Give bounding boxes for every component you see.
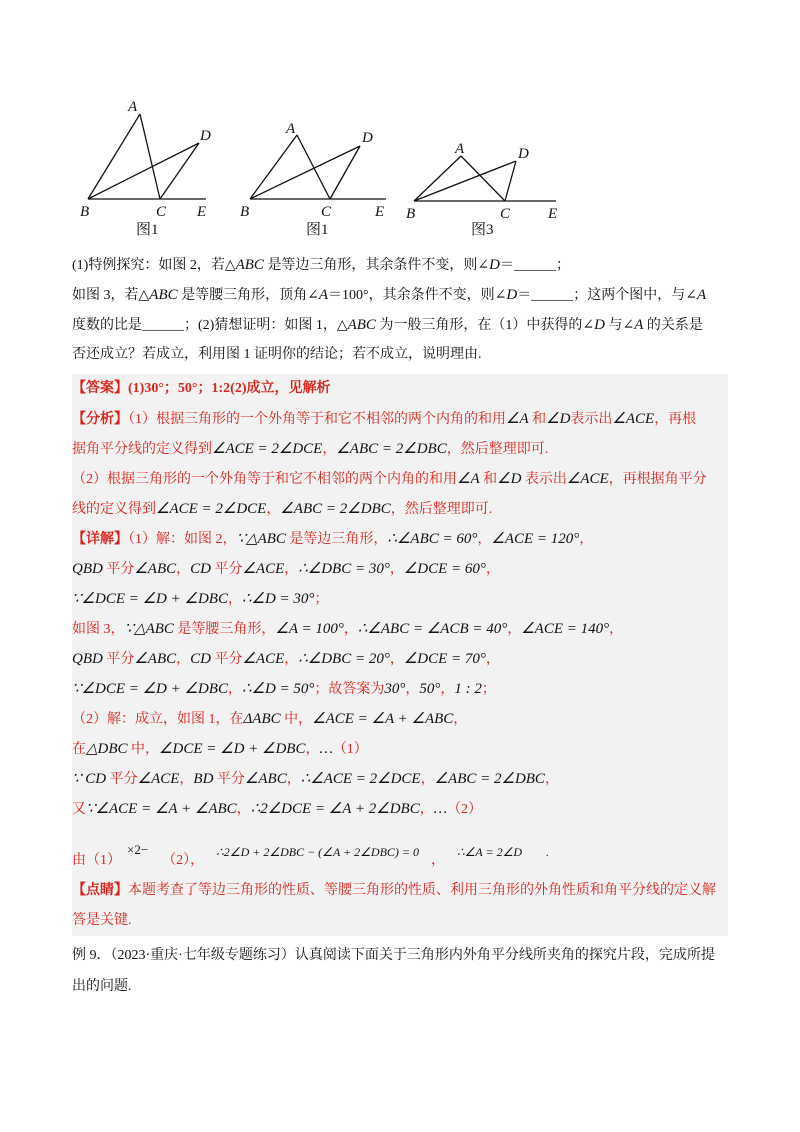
math-expression: ∠ACE xyxy=(612,411,655,427)
solution-text: 和 xyxy=(528,412,547,427)
math-expression: ∴2∠D + 2∠DBC − (∠A + 2∠DBC) = 0 xyxy=(216,845,419,859)
point-label-c: C xyxy=(156,204,167,220)
point-label-e: E xyxy=(197,204,207,220)
point-label-e: E xyxy=(548,206,558,222)
text-line xyxy=(72,764,728,794)
math-expression: … xyxy=(319,741,333,757)
body-text: 是等边三角形，其余条件不变，则∠ xyxy=(263,258,490,273)
solution-text: 平分 xyxy=(102,652,135,667)
point-label-c: C xyxy=(500,206,511,222)
math-expression: ∠D xyxy=(546,411,571,427)
figures-panel xyxy=(0,0,800,245)
math-expression: 1 : 2 xyxy=(454,681,482,697)
body-text: 与∠ xyxy=(605,318,635,333)
math-expression: ∠ABC = 2∠DBC xyxy=(336,441,447,457)
point-label-b: B xyxy=(406,206,416,222)
math-expression: 30° xyxy=(384,681,406,697)
solution-text: 平分 xyxy=(210,562,243,577)
math-expression: ∴∠DBC = 20° xyxy=(298,651,390,667)
solution-text: ，再根 xyxy=(654,412,697,427)
math-expression: ∴∠ABC = 60° xyxy=(387,531,478,547)
math-expression: △DBC xyxy=(86,741,128,757)
solution-text: 平分 xyxy=(106,772,138,787)
segment-ba xyxy=(250,135,297,199)
math-expression: ∠ACE = 140° xyxy=(521,621,610,637)
text-line xyxy=(72,674,728,704)
solution-text: 是等腰三角形， xyxy=(173,622,276,637)
math-expression: ∴∠ACE = 2∠DCE xyxy=(300,771,421,787)
figure-1 xyxy=(80,99,211,238)
segment-ba xyxy=(414,156,461,201)
solution-text: ； xyxy=(314,592,329,607)
math-expression: ∠ABC = 2∠DBC xyxy=(280,501,391,517)
point-label-d: D xyxy=(200,128,211,144)
segment-ac xyxy=(297,135,330,199)
figure-caption: 图3 xyxy=(471,222,494,238)
segment-cd xyxy=(505,161,516,201)
solution-text: ， xyxy=(507,622,522,637)
text-line xyxy=(72,906,728,936)
solution-text: 线的定义得到 xyxy=(72,502,156,517)
body-text: (1)特例探究：如图 2，若△ xyxy=(72,258,236,273)
solution-text: ， xyxy=(227,682,242,697)
text-line xyxy=(72,940,728,971)
math-expression: ∵∠DCE = ∠D + ∠DBC xyxy=(72,591,228,607)
math-expression: ∠ACE = 120° xyxy=(491,531,580,547)
solution-text: 平分 xyxy=(210,652,243,667)
point-label-d: D xyxy=(362,130,373,146)
solution-text: ， xyxy=(453,712,468,727)
math-expression: ABC xyxy=(235,257,264,273)
math-expression: A xyxy=(318,287,329,303)
solution-main xyxy=(72,374,728,824)
math-expression: ABC xyxy=(347,317,376,333)
solution-box xyxy=(72,374,728,936)
solution-text: （2） xyxy=(447,802,483,817)
solution-text: ， xyxy=(609,622,624,637)
text-line xyxy=(72,824,728,876)
solution-text: ， xyxy=(389,652,404,667)
text-line xyxy=(72,434,728,464)
math-expression: ∠DCE = ∠D + ∠DBC xyxy=(159,741,306,757)
segment-cd xyxy=(330,146,360,199)
text-line xyxy=(72,374,728,404)
solution-combination-step xyxy=(72,824,728,876)
solution-text: ， xyxy=(389,562,404,577)
solution-text: ， xyxy=(227,592,242,607)
section-label: 【详解】 xyxy=(72,532,128,547)
solution-text: ，然后整理即可. xyxy=(446,442,549,457)
body-text: ＝______；这两个图中，与∠ xyxy=(517,288,697,303)
body-text: 度数的比是______；(2)猜想证明：如图 1，△ xyxy=(72,318,348,333)
segment-bd xyxy=(414,161,516,201)
solution-text: ， xyxy=(579,532,594,547)
solution-text: ， xyxy=(305,742,320,757)
text-line xyxy=(72,554,728,584)
math-expression: ∠A xyxy=(457,471,480,487)
problem-statement xyxy=(72,250,728,370)
section-label: 【点睛】 xyxy=(72,883,128,898)
math-expression: ∠ACE xyxy=(242,651,285,667)
segment-cd xyxy=(160,143,199,199)
math-expression: ∠A xyxy=(506,411,529,427)
solution-text: （1） xyxy=(332,742,368,757)
math-expression: ABC xyxy=(149,287,178,303)
solution-text: （1）根据三角形的一个外角等于和它不相邻的两个内角的和用 xyxy=(128,412,506,427)
math-expression: ∴∠D = 30° xyxy=(241,591,315,607)
body-text: 的关系是 xyxy=(643,318,703,333)
solution-text: ， xyxy=(440,682,455,697)
figure-caption: 图1 xyxy=(136,222,159,238)
math-expression: ∴2∠DCE = ∠A + 2∠DBC xyxy=(250,801,420,817)
solution-text: ， xyxy=(284,562,299,577)
math-expression: A xyxy=(696,287,707,303)
math-expression: ∠ABC xyxy=(134,561,177,577)
math-expression: ∴∠DBC = 30° xyxy=(298,561,390,577)
solution-text: （2）， xyxy=(162,853,205,868)
solution-text: ， xyxy=(322,442,337,457)
solution-text: ，然后整理即可. xyxy=(390,502,493,517)
solution-text: 和 xyxy=(479,472,498,487)
segment-ac xyxy=(140,114,160,199)
math-expression: ∵ CD xyxy=(72,771,107,787)
solution-text: ， xyxy=(284,652,299,667)
solution-text: ， xyxy=(286,772,301,787)
solution-text: ， xyxy=(544,772,559,787)
math-expression: ∠ABC xyxy=(134,651,177,667)
segment-bd xyxy=(250,146,360,199)
text-line xyxy=(72,524,728,554)
text-line xyxy=(72,614,728,644)
solution-text: ， xyxy=(420,772,435,787)
figure-3 xyxy=(406,141,557,238)
text-line xyxy=(72,250,728,280)
math-expression: ∠ACE = 2∠DCE xyxy=(212,441,323,457)
section-label: 【分析】 xyxy=(72,412,128,427)
math-expression: ∵△ABC xyxy=(124,621,174,637)
math-expression: ∠ACE = ∠A + ∠ABC xyxy=(312,711,454,727)
point-label-e: E xyxy=(375,204,385,220)
text-line xyxy=(72,280,728,310)
solution-text: ， xyxy=(485,652,500,667)
math-expression: . xyxy=(546,845,550,859)
math-expression: ∠ACE xyxy=(242,561,285,577)
solution-text: 中， xyxy=(280,712,313,727)
math-expression: ∠ABC = 2∠DBC xyxy=(434,771,545,787)
math-expression: ∴∠ABC = ∠ACB = 40° xyxy=(357,621,508,637)
math-expression: ∵∠ACE = ∠A + ∠ABC xyxy=(86,801,237,817)
body-text: 否还成立？若成立，利用图 1 证明你的结论；若不成立，说明理由. xyxy=(72,347,482,362)
text-line xyxy=(72,494,728,524)
math-superscript: ×2− xyxy=(127,842,149,857)
solution-text: 表示出 xyxy=(521,472,567,487)
text-line xyxy=(72,340,728,370)
solution-text: ，再根据角平分 xyxy=(608,472,707,487)
math-expression: ∠DCE = 70° xyxy=(403,651,486,667)
solution-text: ；故答案为 xyxy=(314,682,385,697)
math-expression: ∠ACE = 2∠DCE xyxy=(156,501,267,517)
solution-text: ， xyxy=(419,802,434,817)
point-label-b: B xyxy=(80,204,90,220)
solution-text: 又 xyxy=(72,802,86,817)
solution-text: ， xyxy=(477,532,492,547)
solution-text: 在 xyxy=(72,742,86,757)
math-expression: D xyxy=(506,287,518,303)
math-expression: … xyxy=(433,801,448,817)
body-text: 出的问题. xyxy=(72,979,132,994)
math-expression: ΔABC xyxy=(243,711,281,727)
next-example-heading xyxy=(72,940,728,1002)
body-text: 为一般三角形，在（1）中获得的∠ xyxy=(375,318,595,333)
solution-comment xyxy=(72,876,728,936)
solution-text: 如图 3， xyxy=(72,622,125,637)
point-label-b: B xyxy=(240,204,250,220)
point-label-a: A xyxy=(455,141,465,157)
solution-text: （2）解：成立，如图 1，在 xyxy=(72,712,244,727)
point-label-a: A xyxy=(128,99,138,115)
solution-text: ， xyxy=(405,682,420,697)
point-label-d: D xyxy=(518,146,529,162)
math-expression: 50° xyxy=(419,681,441,697)
solution-text: 本题考查了等边三角形的性质、等腰三角形的性质、利用三角形的外角性质和角平分线的定义解 xyxy=(128,883,716,898)
math-expression: ∠ACE xyxy=(137,771,180,787)
text-line xyxy=(72,464,728,494)
math-expression: ∴∠D = 50° xyxy=(241,681,315,697)
body-text: ＝100°，其余条件不变，则∠ xyxy=(328,288,507,303)
math-expression: D xyxy=(594,317,606,333)
math-expression: ∴∠A = 2∠D xyxy=(457,845,523,859)
solution-text: ， xyxy=(176,562,191,577)
solution-text: ， xyxy=(236,802,251,817)
math-expression: QBD xyxy=(72,561,103,577)
text-line xyxy=(72,794,728,824)
solution-text: 由（1） xyxy=(72,853,121,868)
segment-ac xyxy=(461,156,505,201)
solution-text: ， xyxy=(266,502,281,517)
solution-text: （2）根据三角形的一个外角等于和它不相邻的两个内角的和用 xyxy=(72,472,457,487)
solution-text: 是等边三角形， xyxy=(285,532,388,547)
solution-text: ； xyxy=(481,682,496,697)
text-line xyxy=(72,734,728,764)
figure-2 xyxy=(240,121,386,238)
figure-caption: 图1 xyxy=(306,222,329,238)
text-line xyxy=(72,644,728,674)
math-expression: ∠D xyxy=(497,471,522,487)
solution-text: ， xyxy=(179,772,194,787)
solution-text: 答是关键. xyxy=(72,913,132,928)
point-label-a: A xyxy=(286,121,296,137)
math-expression: CD xyxy=(190,561,211,577)
text-line xyxy=(72,876,728,906)
solution-text: 平分 xyxy=(213,772,245,787)
math-expression: ∵∠DCE = ∠D + ∠DBC xyxy=(72,681,228,697)
math-expression: ∠A = 100° xyxy=(275,621,344,637)
body-text: 例 9．（2023·重庆·七年级专题练习）认真阅读下面关于三角形内外角平分线所夹角的探究片段，完成所提 xyxy=(72,948,715,963)
math-expression: QBD xyxy=(72,651,103,667)
text-line xyxy=(72,404,728,434)
solution-text: 中， xyxy=(127,742,160,757)
solution-text: 表示出 xyxy=(570,412,613,427)
math-expression: CD xyxy=(190,651,211,667)
section-label: 【答案】(1)30°；50°；1:2(2)成立，见解析 xyxy=(72,381,331,396)
solution-text: ， xyxy=(485,562,500,577)
math-expression: D xyxy=(489,257,501,273)
solution-text: ， xyxy=(431,853,445,868)
solution-text: ， xyxy=(343,622,358,637)
solution-text: 平分 xyxy=(102,562,135,577)
math-expression: ∵△ABC xyxy=(236,531,286,547)
text-line xyxy=(72,704,728,734)
math-expression: BD xyxy=(193,771,214,787)
body-text: 如图 3，若△ xyxy=(72,288,150,303)
text-line xyxy=(72,971,728,1002)
text-line xyxy=(72,310,728,340)
point-label-c: C xyxy=(321,204,332,220)
text-line xyxy=(72,584,728,614)
math-expression: A xyxy=(634,317,644,333)
math-expression: ∠DCE = 60° xyxy=(403,561,486,577)
body-text: ＝______； xyxy=(500,258,571,273)
math-expression: ∠ABC xyxy=(244,771,287,787)
solution-text: ， xyxy=(176,652,191,667)
solution-text: 据角平分线的定义得到 xyxy=(72,442,212,457)
body-text: 是等腰三角形，顶角∠ xyxy=(177,288,319,303)
solution-text: （1）解：如图 2， xyxy=(128,532,237,547)
math-expression: ∠ACE xyxy=(566,471,609,487)
